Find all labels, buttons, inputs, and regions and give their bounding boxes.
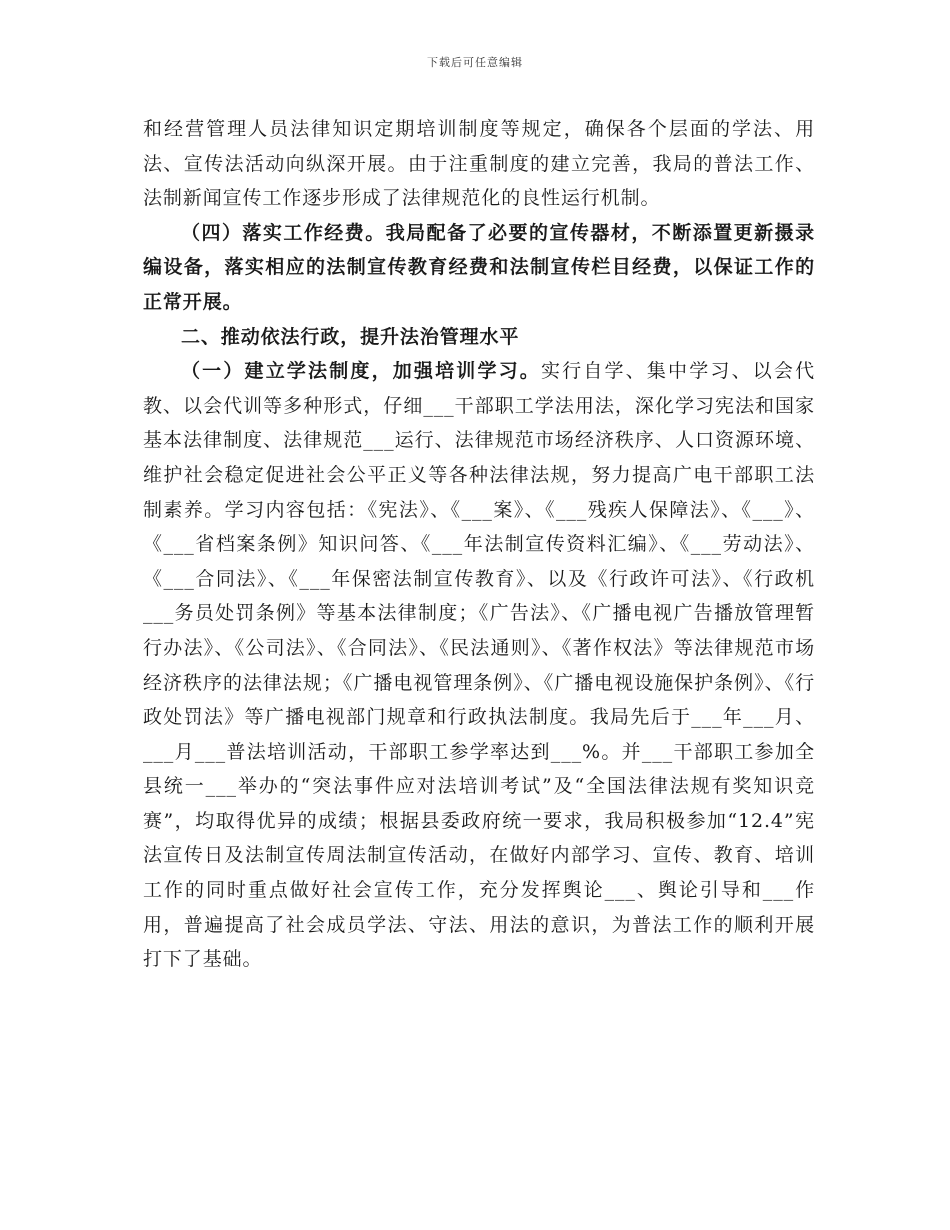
paragraph-funding: （四）落实工作经费。我局配备了必要的宣传器材，不断添置更新摄录编设备，落实相应的法制宣传教育经费和法制宣传栏目经费，以保证工作的正常开展。: [143, 221, 815, 313]
document-body: [143, 112, 815, 977]
paragraph-continuation: 和经营管理人员法律知识定期培训制度等规定，确保各个层面的学法、用法、宣传法活动向纵深开展。由于注重制度的建立完善，我局的普法工作、法制新闻宣传工作逐步形成了法律规范化的良性运行机制。: [143, 118, 815, 210]
section-heading: 二、推动依法行政，提升法治管理水平: [181, 325, 520, 348]
page-header: 下载后可任意编辑: [427, 56, 523, 69]
paragraph-body-text: 实行自学、集中学习、以会代教、以会代训等多种形式，仔细___干部职工学法用法，深化学习宪法和国家基本法律制度、法律规范___运行、法律规范市场经济秩序、人口资源环境、维护社会稳定促进社会公平正义等各种法律法规，努力提高广电干部职工法制素养。学习内容包括：《宪法》、《___案》、《___残疾人保障法》、《___》、《___省档案条例》知识问答、《___年法制宣传资料汇编》、《___劳动法》、《___合同法》、《___年保密法制宣传教育》、以及《行政许可法》、《行政机___务员处罚条例》等基本法律制度；《广告法》、《广播电视广告播放管理暂行办法》、《公司法》、《合同法》、《民法通则》、《著作权法》等法律规范市场经济秩序的法律法规；《广播电视管理条例》、《广播电视设施保护条例》、《行政处罚法》等广播电视部门规章和行政执法制度。我局先后于___年___月、___月___普法培训活动，干部职工参学率达到___%。并___干部职工参加全县统一___举办的“突法事件应对法培训考试”及“全国法律法规有奖知识竞赛”，均取得优异的成绩；根据县委政府统一要求，我局积极参加“12.4”宪法宣传日及法制宣传周法制宣传活动，在做好内部学习、宣传、教育、培训工作的同时重点做好社会宣传工作，充分发挥舆论___、舆论引导和___作用，普遍提高了社会成员学法、守法、用法的意识，为普法工作的顺利开展打下了基础。: [143, 360, 815, 971]
paragraph-subheading: （一）建立学法制度，加强培训学习。: [181, 360, 541, 383]
paragraph-study-system: [143, 354, 815, 977]
